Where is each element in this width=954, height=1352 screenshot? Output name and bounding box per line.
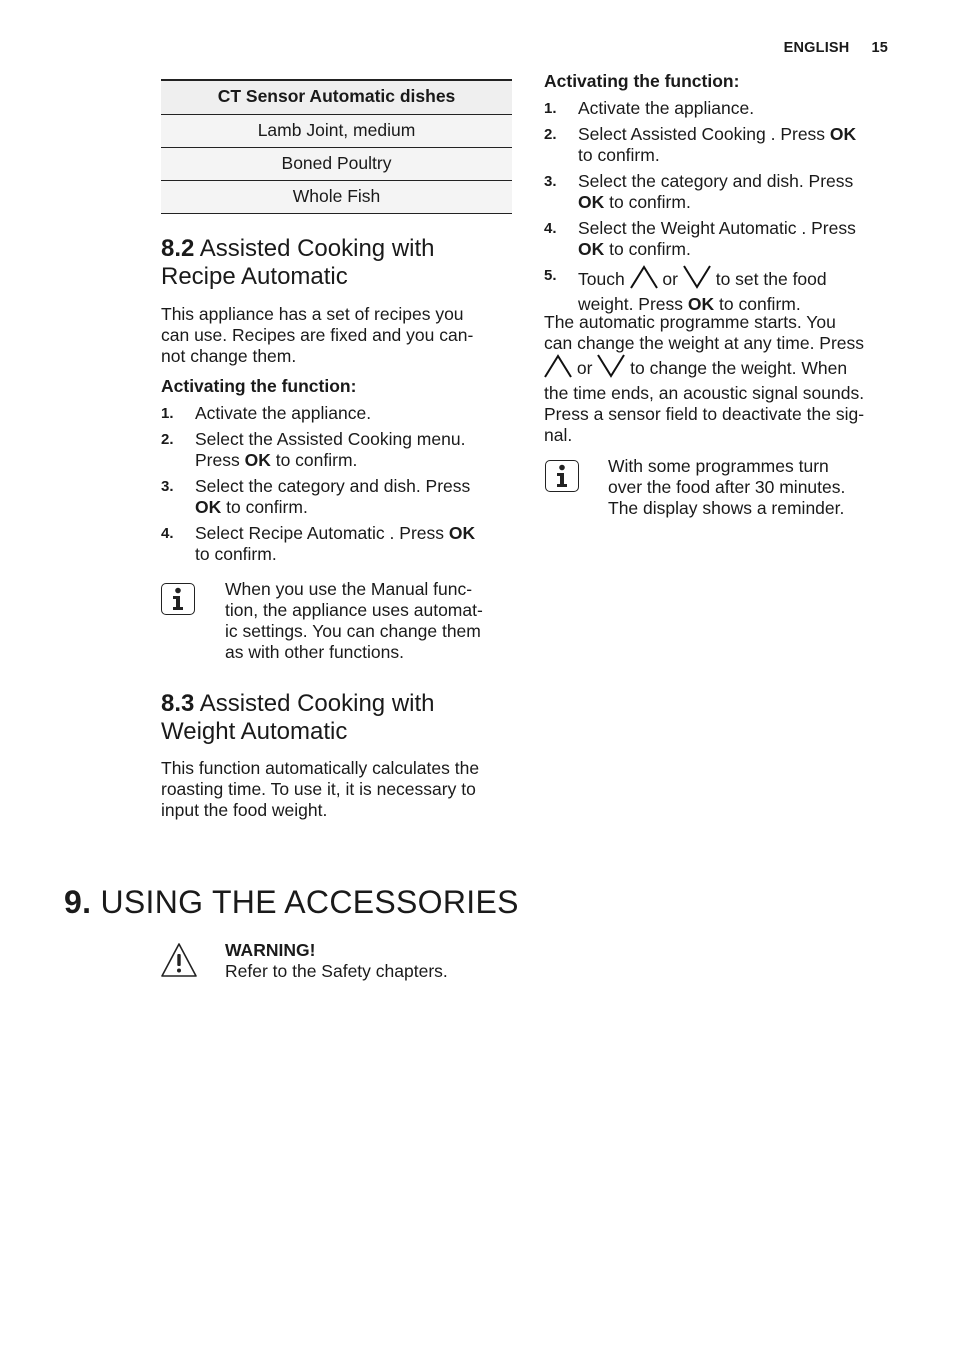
- text-line: over the food after 30 minutes.: [608, 477, 846, 497]
- text-line: as with other functions.: [225, 642, 404, 662]
- list-item: [544, 171, 904, 213]
- step-number: 2.: [544, 126, 557, 143]
- list-item: [161, 429, 513, 471]
- chevron-down-icon: [683, 265, 711, 294]
- table-row: Lamb Joint, medium: [161, 115, 512, 148]
- step-text: Select the Weight Automatic . Press: [578, 218, 856, 238]
- step-text: weight. Press: [578, 294, 688, 314]
- text-line: The display shows a reminder.: [608, 498, 845, 518]
- text-line: not change them.: [161, 346, 297, 366]
- heading-line: Weight Automatic: [161, 718, 348, 745]
- ok-key-label: OK: [829, 124, 857, 144]
- table-row: Whole Fish: [161, 181, 512, 214]
- info-icon: [545, 460, 579, 492]
- chevron-up-icon: [544, 354, 572, 383]
- step-text: to confirm.: [604, 192, 691, 212]
- ok-key-label: OK: [578, 239, 605, 259]
- text-line: can change the weight at any time. Press: [544, 333, 865, 353]
- step-number: 1.: [544, 100, 557, 117]
- activating-subheading: Activating the function:: [544, 71, 740, 91]
- table-row: Boned Poultry: [161, 148, 512, 181]
- step-number: 2.: [161, 431, 174, 448]
- chapter-9-heading: [64, 884, 519, 920]
- step-number: 3.: [161, 478, 174, 495]
- step-text: to confirm.: [195, 544, 277, 564]
- text-line: the time ends, an acoustic signal sounds.: [544, 383, 865, 403]
- warning-label: WARNING!: [225, 940, 316, 960]
- step-text: to confirm.: [604, 239, 691, 259]
- weight-automatic-steps: [544, 98, 904, 315]
- info-note: [225, 579, 515, 663]
- step-text: Touch: [578, 269, 630, 289]
- warning-note: [225, 940, 448, 982]
- heading-line: Assisted Cooking with: [199, 235, 435, 262]
- list-item: [544, 98, 904, 119]
- section-number: 8.3: [161, 690, 195, 717]
- step-number: 4.: [161, 525, 174, 542]
- info-note: [608, 456, 898, 519]
- ok-key-label: OK: [578, 192, 605, 212]
- step-number: 3.: [544, 173, 557, 190]
- ok-key-label: OK: [195, 497, 222, 517]
- table-header: CT Sensor Automatic dishes: [161, 81, 512, 115]
- heading-line: Assisted Cooking with: [199, 690, 435, 717]
- text-line: can use. Recipes are fixed and you can-: [161, 325, 474, 345]
- chapter-number: 9.: [64, 884, 92, 920]
- step-text: Select the category and dish. Press: [578, 171, 854, 191]
- automatic-dishes-table: [161, 79, 512, 214]
- list-item: [544, 218, 904, 260]
- section-8-3-heading: [161, 690, 435, 746]
- chapter-title: USING THE ACCESSORIES: [100, 884, 519, 920]
- step-text: or: [657, 269, 683, 289]
- page-header: [762, 38, 888, 59]
- step-text: Select Assisted Cooking . Press: [578, 124, 830, 144]
- step-text: Select the Assisted Cooking menu.: [195, 429, 466, 449]
- header-language: ENGLISH: [783, 40, 850, 56]
- step-text: Press: [195, 450, 245, 470]
- text-line: ic settings. You can change them: [225, 621, 481, 641]
- section-8-2-steps: [161, 403, 513, 570]
- activating-subheading: Activating the function:: [161, 376, 357, 396]
- list-item: [161, 523, 513, 565]
- warning-text: Refer to the Safety chapters.: [225, 961, 448, 981]
- step-text: Activate the appliance.: [195, 403, 372, 423]
- ok-key-label: OK: [687, 294, 715, 314]
- text-line: When you use the Manual func-: [225, 579, 473, 599]
- section-8-3-intro: [161, 758, 521, 821]
- section-8-2-intro: [161, 304, 513, 367]
- text-line: tion, the appliance uses automat-: [225, 600, 483, 620]
- step-text: to set the food: [710, 269, 827, 289]
- step-number: 4.: [544, 220, 557, 237]
- text-line: With some programmes turn: [608, 456, 829, 476]
- text-line: to change the weight. When: [625, 358, 848, 378]
- list-item: [161, 476, 513, 518]
- text-line: roasting time. To use it, it is necessary to: [161, 779, 476, 799]
- list-item: [544, 265, 904, 315]
- step-text: to confirm.: [270, 450, 358, 470]
- step-text: to confirm.: [578, 145, 660, 165]
- list-item: [161, 403, 513, 424]
- text-line: This appliance has a set of recipes you: [161, 304, 464, 324]
- text-line: The automatic programme starts. You: [544, 312, 836, 332]
- ok-key-label: OK: [448, 523, 476, 543]
- step-text: to confirm.: [714, 294, 801, 314]
- text-line: Press a sensor field to deactivate the sig-: [544, 404, 865, 424]
- step-text: Select Recipe Automatic . Press: [195, 523, 449, 543]
- header-page-number: 15: [871, 40, 888, 56]
- step-number: 5.: [544, 267, 557, 284]
- chevron-down-icon: [597, 354, 625, 383]
- text-line: nal.: [544, 425, 573, 445]
- weight-automatic-para: [544, 312, 904, 446]
- ok-key-label: OK: [244, 450, 271, 470]
- list-item: [544, 124, 904, 166]
- text-line: This function automatically calculates the: [161, 758, 480, 778]
- step-number: 1.: [161, 405, 174, 422]
- heading-line: Recipe Automatic: [161, 263, 348, 290]
- text-line: input the food weight.: [161, 800, 328, 820]
- step-text: to confirm.: [221, 497, 308, 517]
- section-number: 8.2: [161, 235, 195, 262]
- warning-icon: [160, 942, 198, 983]
- step-text: Activate the appliance.: [578, 98, 755, 118]
- text-line: or: [572, 358, 598, 378]
- info-icon: [161, 583, 195, 615]
- chevron-up-icon: [630, 265, 658, 294]
- step-text: Select the category and dish. Press: [195, 476, 471, 496]
- section-8-2-heading: [161, 235, 435, 291]
